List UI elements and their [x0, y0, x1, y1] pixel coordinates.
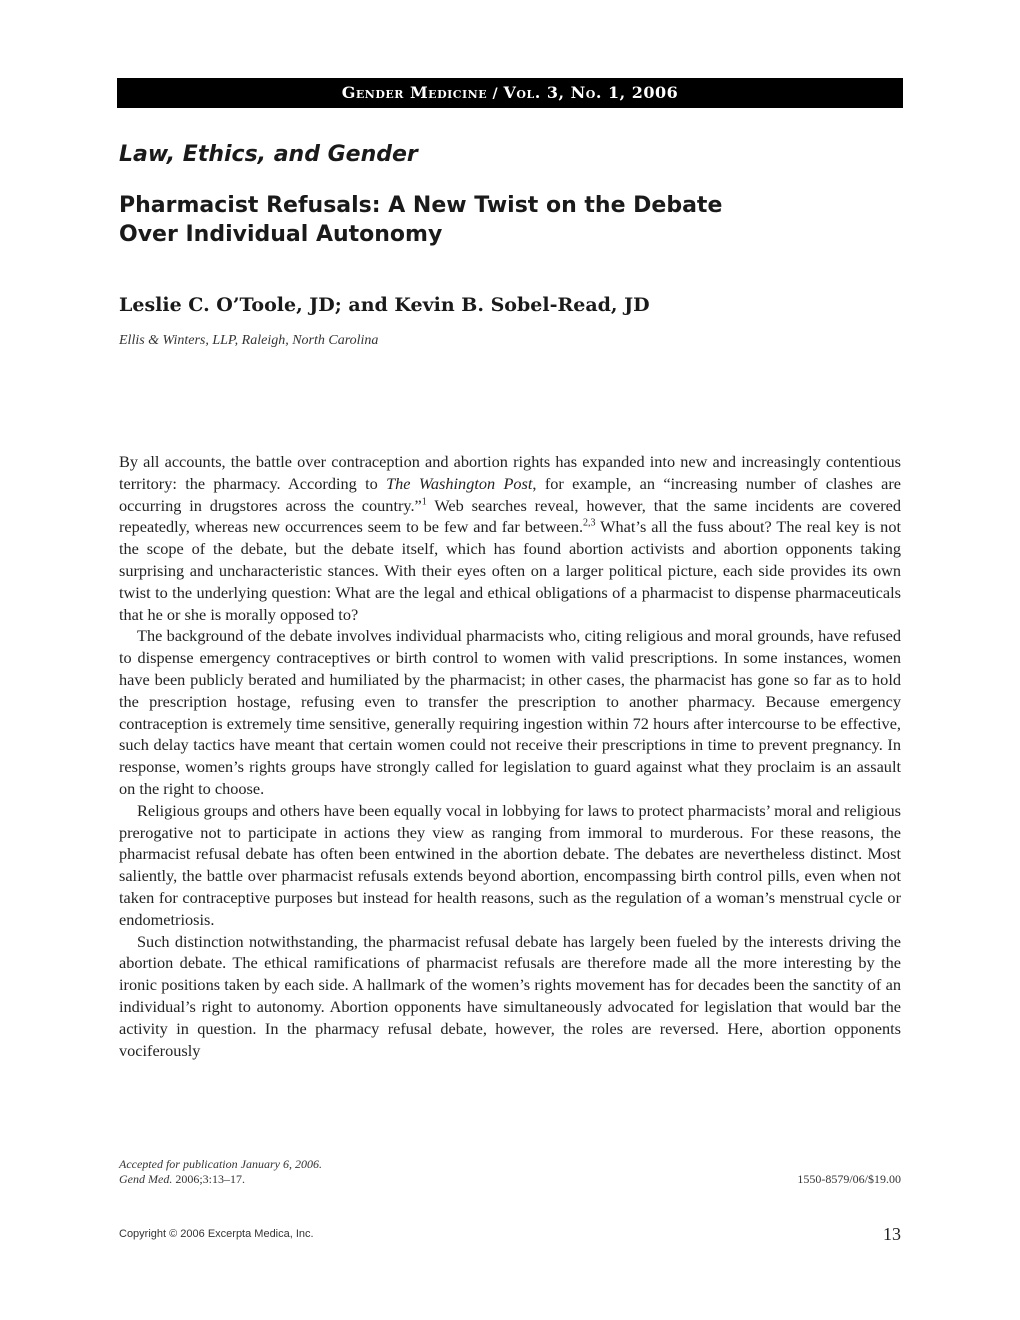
article-body	[119, 451, 901, 1061]
paragraph-2: The background of the debate involves individual pharmacists who, citing religious and moral grounds, have refused to dispense emergency contraceptives or birth control to women with valid prescriptions. In some instances, women have been publicly berated and humiliated by the pharmacist; in other cases, the pharmacist has gone so far as to hold the prescription hostage, refusing even to transfer the prescription to another pharmacy. Because emergency contraception is extremely time sensitive, generally requiring ingestion within 72 hours after intercourse to be effective, such delay tactics have meant that certain women could not receive their prescriptions in time to prevent pregnancy. In response, women’s rights groups have strongly called for legislation to guard against what they proclaim is an assault on the right to choose.	[119, 626, 901, 798]
journal-volume: Vol. 3, No. 1, 2006	[503, 83, 679, 102]
paragraph-1	[119, 451, 901, 625]
citation-details: 2006;3:13–17.	[172, 1172, 245, 1186]
reference-1: 1	[421, 496, 427, 508]
journal-name: Gender Medicine	[341, 83, 488, 102]
paragraph-1-text-b: , for example, an “increasing number of clashes are occurring in drugstores across the country.”	[119, 473, 902, 515]
journal-header-bar	[117, 78, 903, 108]
citation	[119, 1172, 322, 1187]
article-title	[119, 191, 839, 249]
affiliation: Ellis & Winters, LLP, Raleigh, North Carolina	[119, 333, 379, 348]
header-separator: /	[487, 86, 504, 102]
article-title-line-1: Pharmacist Refusals: A New Twist on the Debate	[119, 193, 723, 218]
issn-code: 1550-8579/06/$19.00	[797, 1172, 901, 1186]
paragraph-4: Such distinction notwithstanding, the pharmacist refusal debate has largely been fueled by the interests driving the abortion debate. The ethical ramifications of pharmacist refusals are therefore made all the more interesting by the ironic positions taken by each side. A hallmark of the women’s rights movement has for decades been the sanctity of an individual’s right to autonomy. Abortion opponents have simultaneously advocated for legislation that would bar the activity in question. In the pharmacy refusal debate, however, the roles are reversed. Here, abortion opponents vociferously	[119, 931, 901, 1060]
publication-footnote	[119, 1157, 322, 1187]
copyright-notice: Copyright © 2006 Excerpta Medica, Inc.	[119, 1228, 314, 1240]
paragraph-3: Religious groups and others have been equally vocal in lobbying for laws to protect pharmacists’ moral and religious prerogative not to participate in actions they view as ranging from immoral to murderous. For these reasons, the pharmacist refusal debate has often been entwined in the abortion debate. The debates are nevertheless distinct. Most saliently, the battle over pharmacist refusals extends beyond abortion, encompassing birth control pills, even when not taken for contraceptive purposes but instead for health reasons, such as the regulation of a woman’s menstrual cycle or endometriosis.	[119, 800, 901, 929]
page-number: 13	[883, 1224, 901, 1244]
authors: Leslie C. O’Toole, JD; and Kevin B. Sobel-Read, JD	[119, 294, 650, 316]
paragraph-1-text-d: What’s all the fuss about? The real key is not the scope of the debate, but the debate itself, which has found abortion activists and abortion opponents taking surprising and uncharacteristic stances. With their eyes often on a larger political picture, each side provides its own twist to the underlying question: What are the legal and ethical obligations of a pharmacist to dispense pharmaceuticals that he or she is morally opposed to?	[119, 517, 901, 624]
paragraph-1-text-c: Web searches reveal, however, that the same incidents are covered repeatedly, whereas new occurrences seem to be few and far between.	[119, 495, 901, 537]
article-title-line-2: Over Individual Autonomy	[119, 222, 443, 247]
accepted-date: Accepted for publication January 6, 2006.	[119, 1157, 322, 1171]
reference-2-3: 2,3	[583, 517, 596, 529]
citation-journal: Gend Med.	[119, 1172, 173, 1186]
section-label: Law, Ethics, and Gender	[119, 142, 418, 167]
paragraph-1-text-a: By all accounts, the battle over contraception and abortion rights has expanded into new and increasingly contentious territory: the pharmacy. According to	[119, 452, 901, 493]
source-title: The Washington Post	[386, 473, 533, 493]
